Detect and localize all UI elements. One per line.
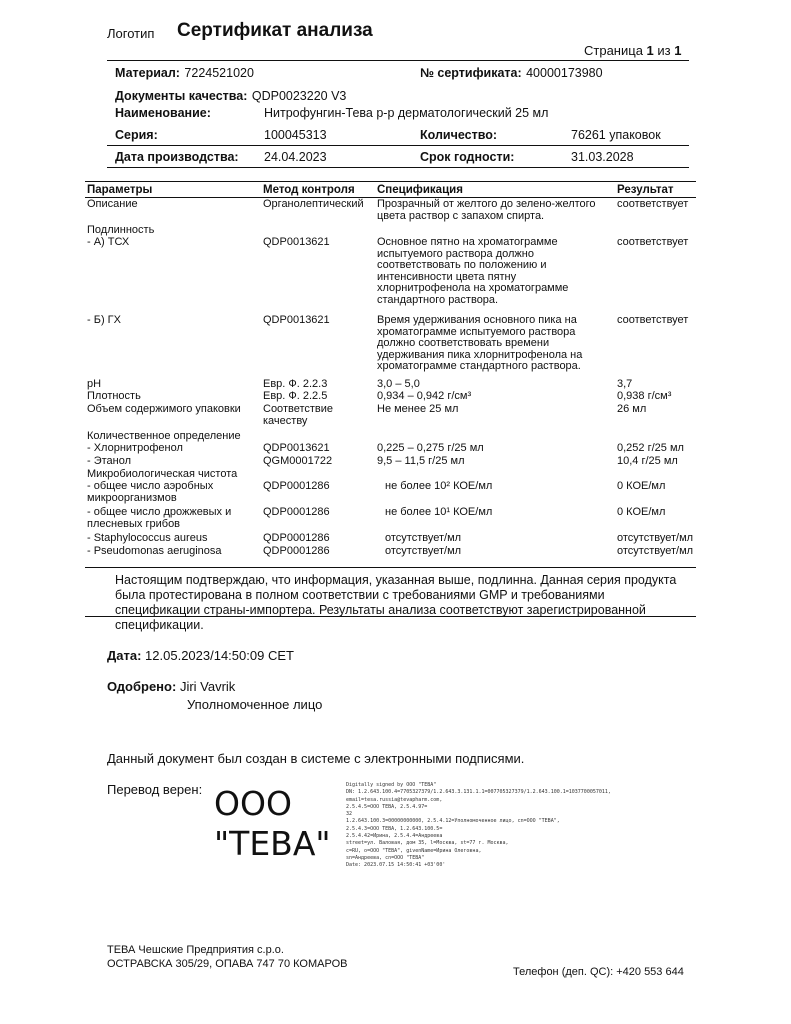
table-cell-method: QDP0001286 <box>263 532 330 544</box>
table-cell-spec: Время удерживания основного пика на хроматограмме испытуемого раствора должно соответствовать времени удерживания пика хлорнитрофенола на хроматограмме стандартного раствора. <box>377 314 583 373</box>
table-cell-param: - общее число аэробных микроорганизмов <box>87 480 214 504</box>
table-cell-result: 26 мл <box>617 403 647 415</box>
signature-line: 2.5.4.42=Ирина, 2.5.4.4=Андреева <box>346 833 443 840</box>
page-title: Сертификат анализа <box>177 20 373 41</box>
table-cell-param: - А) ТСХ <box>87 236 130 248</box>
table-cell-param: pH <box>87 378 102 390</box>
table-cell-param: - Б) ГХ <box>87 314 121 326</box>
table-cell-result: 10,4 г/25 мл <box>617 455 678 467</box>
expiry-label: Срок годности: <box>420 150 515 164</box>
approver-name: Jiri Vavrik <box>179 679 236 694</box>
table-cell-param: Описание <box>87 198 138 210</box>
company-stamp: ООО "ТЕВА" <box>214 784 331 863</box>
table-cell-spec: не более 10² КОЕ/мл <box>385 480 493 492</box>
column-header-method: Метод контроля <box>263 184 355 196</box>
quality-docs-label: Документы качества: <box>115 89 248 103</box>
statement-divider <box>85 616 696 617</box>
table-cell-method: QDP0013621 <box>263 442 330 454</box>
table-cell-method: Евр. Ф. 2.2.3 <box>263 378 328 390</box>
footer-company-address: ТЕВА Чешские Предприятия с.р.о. ОСТРАВСКА 305/29, ОПАВА 747 70 КОМАРОВ <box>107 944 348 970</box>
table-cell-result: 0 КОЕ/мл <box>617 480 666 492</box>
page-number <box>584 43 682 58</box>
signature-line: Digitally signed by ООО "ТЕВА" <box>346 782 437 788</box>
table-cell-result: 0,938 г/см³ <box>617 390 672 402</box>
table-top-rule <box>85 181 696 182</box>
name-label: Наименование: <box>115 106 211 120</box>
esignature-note: Данный документ был создан в системе с электронными подписями. <box>107 751 525 766</box>
signature-line: street=ул. Валовая, дом 35, l=Москва, st=77 г. Москва, <box>346 840 509 847</box>
signature-line: c=RU, o=ООО "ТЕВА", givenName=Ирина Олеговна, <box>346 847 482 854</box>
expiry-value: 31.03.2028 <box>571 150 634 164</box>
table-cell-method: QDP0001286 <box>263 506 330 518</box>
table-cell-param: - Хлорнитрофенол <box>87 442 183 454</box>
table-cell-spec: не более 10¹ КОЕ/мл <box>385 506 493 518</box>
info-bottom-divider <box>107 167 689 168</box>
table-cell-spec: отсутствует/мл <box>385 545 462 557</box>
certificate-value: 40000173980 <box>526 66 603 80</box>
table-cell-spec: 9,5 – 11,5 г/25 мл <box>377 455 465 467</box>
signature-line: 2.5.4.5=ООО ТЕВА, 2.5.4.97= <box>346 803 428 810</box>
table-cell-method: QDP0001286 <box>263 480 330 492</box>
page-current: 1 <box>646 43 654 58</box>
table-cell-param: - общее число дрожжевых и плесневых грибов <box>87 506 232 530</box>
series-label: Серия: <box>115 128 158 142</box>
page-label: Страница <box>584 43 643 58</box>
column-header-parameters: Параметры <box>87 184 153 196</box>
table-cell-spec: 0,225 – 0,275 г/25 мл <box>377 442 484 454</box>
signature-line: 1.2.643.100.3=00000000000, 2.5.4.12=Уполномоченное лицо, cn=ООО "ТЕВА", <box>346 818 560 825</box>
column-header-specification: Спецификация <box>377 184 463 196</box>
approver-role: Уполномоченное лицо <box>187 697 323 712</box>
column-header-result: Результат <box>617 184 674 196</box>
production-date-value: 24.04.2023 <box>264 150 327 164</box>
signature-line: DN: 1.2.643.100.4=7705327379/1.2.643.3.131.1.1=007705327379/1.2.643.100.1=1037700057011, <box>346 789 611 796</box>
table-cell-method: Органолептический <box>263 198 364 210</box>
table-bottom-rule <box>85 567 696 568</box>
signature-line: sn=Андреева, cn=ООО "ТЕВА" <box>346 854 425 861</box>
table-cell-method: Евр. Ф. 2.2.5 <box>263 390 328 402</box>
approval-date <box>107 648 294 663</box>
material-value: 7224521020 <box>184 66 254 80</box>
date-label: Дата: <box>107 648 142 663</box>
table-cell-param: Количественное определение <box>87 430 241 442</box>
table-cell-result: соответствует <box>617 198 689 210</box>
approved-by <box>107 679 235 694</box>
signature-line: email=tesa.russia@tevapharm.com, <box>346 796 443 803</box>
table-cell-result: соответствует <box>617 314 689 326</box>
page-of: из <box>657 43 671 58</box>
translation-label: Перевод верен: <box>107 782 203 797</box>
material-label: Материал: <box>115 66 180 80</box>
table-cell-method: QGM0001722 <box>263 455 333 467</box>
logo-placeholder: Логотип <box>107 26 155 41</box>
production-date-label: Дата производства: <box>115 150 239 164</box>
quantity-value: 76261 упаковок <box>571 128 661 142</box>
table-cell-method: QDP0013621 <box>263 236 330 248</box>
table-cell-method: QDP0013621 <box>263 314 330 326</box>
signature-line: 2.5.4.3=ООО ТЕВА, 1.2.643.100.5= <box>346 825 443 832</box>
material-row <box>115 64 254 82</box>
table-cell-spec: Не менее 25 мл <box>377 403 459 415</box>
certificate-number <box>420 64 603 82</box>
approved-label: Одобрено: <box>107 679 177 694</box>
series-value: 100045313 <box>264 128 327 142</box>
table-cell-spec: отсутствует/мл <box>385 532 462 544</box>
table-cell-result: 0 КОЕ/мл <box>617 506 666 518</box>
quantity-label: Количество: <box>420 128 498 142</box>
date-value: 12.05.2023/14:50:09 CET <box>145 648 294 663</box>
info-divider <box>107 145 689 146</box>
table-cell-spec: 0,934 – 0,942 г/см³ <box>377 390 472 402</box>
table-cell-result: отсутствует/мл <box>617 545 694 557</box>
table-cell-param: - Этанол <box>87 455 132 467</box>
table-cell-param: - Staphylococcus aureus <box>87 532 208 544</box>
name-value: Нитрофунгин-Тева р-р дерматологический 25 мл <box>264 106 549 120</box>
header-divider <box>107 60 689 61</box>
table-cell-result: 0,252 г/25 мл <box>617 442 684 454</box>
footer-phone: Телефон (деп. QC): +420 553 644 <box>513 966 684 978</box>
signature-line: Date: 2023.07.15 14:50:41 +03'00' <box>346 862 446 869</box>
table-cell-result: соответствует <box>617 236 689 248</box>
table-cell-spec: 3,0 – 5,0 <box>377 378 420 390</box>
compliance-statement: Настоящим подтверждаю, что информация, указанная выше, подлинна. Данная серия продукта была протестирована в полном соответствии с требованиями GMP и требованиями спецификации страны-импортера. Результаты анализа соответствуют зарегистрированной спецификации. <box>115 573 677 632</box>
table-cell-param: Подлинность <box>87 224 155 236</box>
table-cell-param: Плотность <box>87 390 141 402</box>
table-cell-param: Микробиологическая чистота <box>87 468 238 480</box>
quality-docs-value: QDP0023220 V3 <box>251 89 347 103</box>
table-cell-method: QDP0001286 <box>263 545 330 557</box>
table-cell-param: - Pseudomonas aeruginosa <box>87 545 222 557</box>
certificate-label: № сертификата: <box>420 66 522 80</box>
table-cell-result: 3,7 <box>617 378 633 390</box>
page-total: 1 <box>674 43 682 58</box>
table-cell-spec: Основное пятно на хроматограмме испытуемого раствора должно соответствовать по положению и интенсивности цвета пятну хлорнитрофенола на хроматограмме стандартного раствора. <box>377 236 569 306</box>
quality-docs-row <box>115 87 346 105</box>
signature-line: 32 <box>346 811 353 818</box>
table-cell-method: Соответствие качеству <box>263 403 334 427</box>
table-cell-result: отсутствует/мл <box>617 532 694 544</box>
digital-signature-block <box>346 782 611 870</box>
table-cell-spec: Прозрачный от желтого до зелено-желтого цвета раствор с запахом спирта. <box>377 198 596 222</box>
table-cell-param: Объем содержимого упаковки <box>87 403 241 415</box>
